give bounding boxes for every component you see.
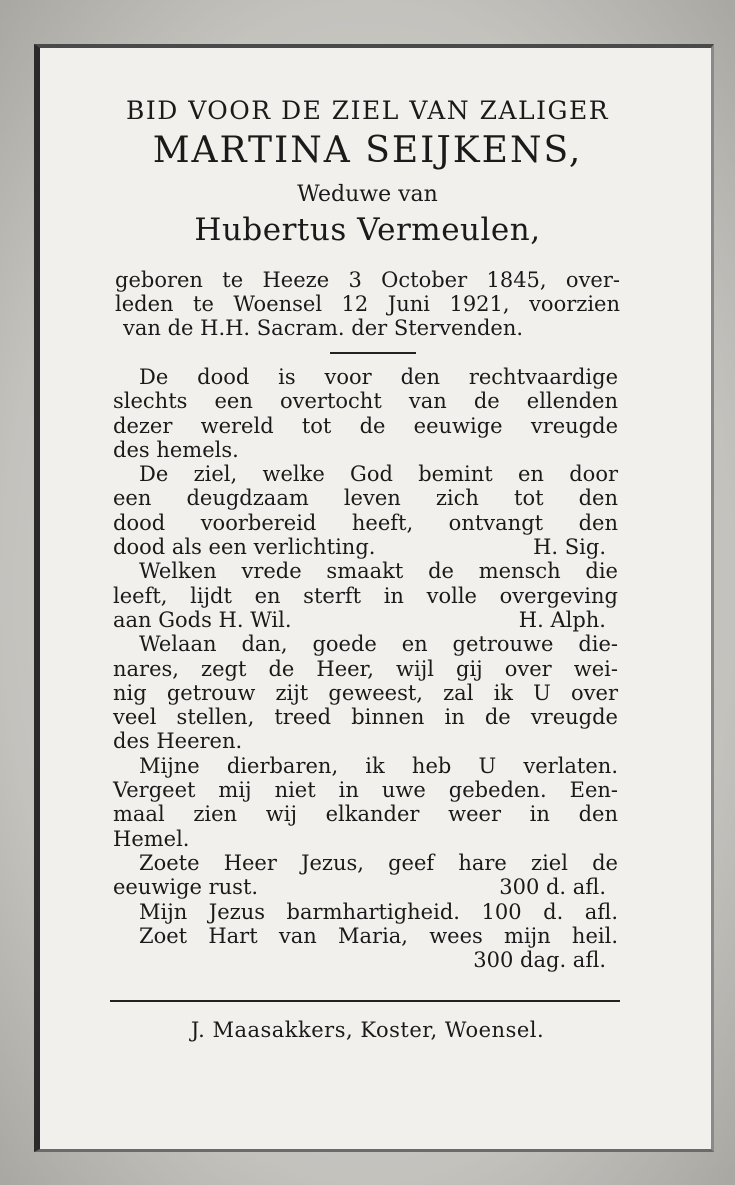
- biography-line: geboren te Heeze 3 October 1845, over-: [115, 268, 620, 292]
- text-line: eeuwige rust.: [113, 875, 259, 900]
- text-line-with-indulgence: [113, 875, 618, 899]
- indulgence-note: 300 d. afl.: [499, 875, 606, 900]
- text-line-with-source: [113, 535, 618, 559]
- husband-name: Hubertus Vermeulen,: [194, 212, 541, 248]
- text-line: Vergeet mij niet in uwe gebeden. Een-: [113, 778, 618, 803]
- text-line: slechts een overtocht van de ellenden: [113, 389, 618, 414]
- text-line: De ziel, welke God bemint en door: [139, 462, 618, 487]
- quote-source: H. Alph.: [518, 607, 606, 632]
- deceased-name: MARTINA SEIJKENS,: [152, 130, 583, 171]
- text-line: Welken vrede smaakt de mensch die: [139, 559, 618, 584]
- text-line: een deugdzaam leven zich tot den: [113, 486, 618, 511]
- text-line: Welaan dan, goede en getrouwe die-: [139, 632, 618, 657]
- text-line: nig getrouw zijt geweest, zal ik U over: [113, 680, 618, 705]
- text-line: Mijne dierbaren, ik heb U verlaten.: [139, 753, 618, 778]
- biography-line: leden te Woensel 12 Juni 1921, voorzien: [115, 292, 620, 316]
- text-line: des Heeren.: [113, 729, 243, 754]
- text-line: De dood is voor den rechtvaardige: [139, 365, 618, 389]
- text-line: maal zien wij elkander weer in den: [113, 802, 618, 827]
- quote-source: H. Sig.: [533, 535, 606, 560]
- widow-of-label: Weduwe van: [297, 182, 438, 207]
- divider: [110, 1000, 620, 1002]
- biography-text: [115, 268, 620, 340]
- text-line-with-source: [113, 608, 618, 632]
- biography-line: van de H.H. Sacram. der Stervenden.: [123, 316, 524, 340]
- text-line: nares, zegt de Heer, wijl gij over wei-: [113, 656, 618, 681]
- text-line: Zoet Hart van Maria, wees mijn heil.: [139, 923, 618, 948]
- divider: [330, 352, 416, 354]
- text-line: dood voorbereid heeft, ontvangt den: [113, 510, 618, 535]
- text-line: aan Gods H. Wil.: [113, 607, 292, 632]
- prayer-heading: BID VOOR DE ZIEL VAN ZALIGER: [125, 96, 610, 125]
- printer-credit: J. Maasakkers, Koster, Woensel.: [190, 1018, 545, 1042]
- text-line: Mijn Jezus barmhartigheid. 100 d. afl.: [139, 899, 618, 924]
- text-line: des hemels.: [113, 437, 239, 462]
- text-line: dood als een verlichting.: [113, 535, 376, 560]
- devotional-text: [113, 365, 618, 972]
- text-line: leeft, lijdt en sterft in volle overgeving: [113, 583, 618, 608]
- text-line: dezer wereld tot de eeuwige vreugde: [113, 413, 618, 438]
- text-line: Hemel.: [113, 826, 190, 851]
- text-line: Zoete Heer Jezus, geef hare ziel de: [139, 850, 618, 875]
- text-line: veel stellen, treed binnen in de vreugde: [113, 705, 618, 730]
- indulgence-note: 300 dag. afl.: [473, 948, 606, 973]
